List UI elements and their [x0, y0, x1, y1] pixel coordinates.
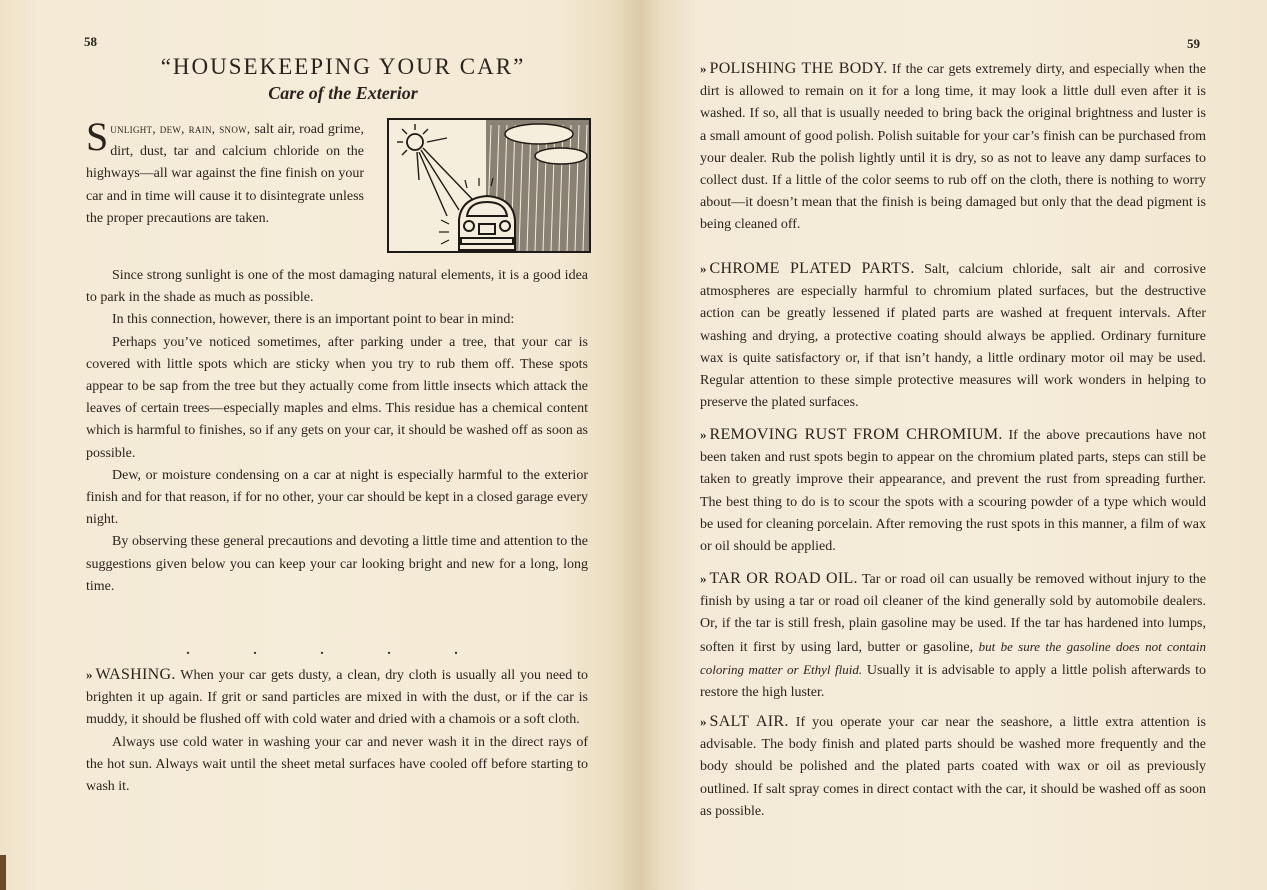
left-body-text — [86, 265, 588, 598]
section-text: Always use cold water in washing your car and never wash it in the direct rays of the hot sun. Always wait until the sheet metal surfaces have cooled off before starting to wash it. — [86, 734, 588, 795]
italic-warning: but be sure the gasoline does not contain coloring matter or Ethyl fluid. — [700, 638, 1206, 677]
chevron-right-icon: » — [700, 427, 707, 442]
paragraph: Since strong sunlight is one of the most damaging natural elements, it is a good idea to park in the shade as much as possible. — [86, 268, 588, 306]
chevron-right-icon: » — [700, 571, 707, 586]
page-title: “HOUSEKEEPING YOUR CAR” — [160, 54, 526, 79]
section-heading: CHROME PLATED PARTS. — [709, 260, 915, 277]
section-salt-air — [700, 711, 1206, 823]
section-separator: . . . . . — [186, 643, 488, 658]
chevron-right-icon: » — [700, 261, 707, 276]
section-text: When your car gets dusty, a clean, dry cloth is usually all you need to brighten it up again. If grit or sand particles are mixed in with the dust, or if the car is muddy, it should be flushed off with cold water and dried with a chamois or a soft cloth. — [86, 668, 588, 728]
sun-and-rain-car-illustration — [387, 118, 591, 253]
section-chrome-plated-parts — [700, 258, 1206, 414]
intro-paragraph — [86, 114, 364, 230]
section-removing-rust — [700, 424, 1206, 558]
section-text: If the above precautions have not been taken and rust spots begin to appear on the chromium plated parts, steps can still be taken to greatly improve their appearance, and prevent the rust from spreading further. The best thing to do is to scour the spots with a scouring powder of a type which would be used for cleaning porcelain. After removing the rust spots in this manner, a film of wax or oil should be applied. — [700, 428, 1206, 555]
section-heading: SALT AIR. — [709, 713, 789, 730]
section-text: If the car gets extremely dirty, and especially when the dirt is allowed to remain on it for a long time, it may look a little dull even after it is washed. If so, all that is usually needed to bring back the original brightness and luster is a small amount of good polish. Polish suitable for your car’s finish can be purchased from your dealer. Rub the polish lightly until it is dry, so as not to leave any damp surfaces to collect dust. If a little of the color seems to rub off on the cloth, there is nothing to worry about—it doesn’t mean that the finish is being damaged but only that the dead pigment is being cleaned off. — [700, 62, 1206, 233]
section-heading: POLISHING THE BODY. — [709, 60, 888, 77]
car-weather-icon — [389, 120, 589, 251]
section-heading: REMOVING RUST FROM CHROMIUM. — [709, 426, 1003, 443]
section-heading: WASHING. — [95, 666, 176, 683]
page-number-left: 58 — [84, 34, 97, 49]
paragraph: In this connection, however, there is an important point to bear in mind: — [112, 312, 515, 328]
paragraph: Perhaps you’ve noticed sometimes, after parking under a tree, that your car is covered with little spots which are sticky when you try to rub them off. These spots appear to be sap from the tree but they actually come from little insects which attack the leaves of certain trees—especially maples and elms. This residue has a chemical content which is harmful to finishes, so if any gets on your car, it should be washed off as soon as possible. — [86, 334, 588, 461]
section-washing — [86, 664, 588, 798]
intro-smallcaps: unlight, dew, rain, snow, — [110, 121, 251, 136]
paragraph: By observing these general precautions and devoting a little time and attention to the suggestions given below you can keep your car looking bright and new for a long, long time. — [86, 534, 588, 594]
book-edge — [0, 855, 6, 890]
section-text: Tar or road oil can usually be removed without injury to the finish by using a tar or road oil cleaner of the kind generally sold by automobile dealers. Or, if the tar is still fresh, plain gasoline may be used. If the tar has hardened into lumps, soften it first by using lard, butter or gasoline, — [700, 572, 1206, 655]
page-number-right: 59 — [1187, 36, 1200, 51]
chevron-right-icon: » — [700, 714, 707, 729]
chevron-right-icon: » — [700, 61, 707, 76]
page-subtitle: Care of the Exterior — [268, 83, 418, 103]
chevron-right-icon: » — [86, 667, 93, 682]
section-text: Salt, calcium chloride, salt air and corrosive atmospheres are especially harmful to chromium plated surfaces, but the destructive action can be greatly lessened if plated parts are washed at frequent intervals. After washing and drying, a protective coating should always be applied. Ordinary furniture wax is quite satisfactory or, if that isn’t handy, a little ordinary motor oil may be used. Regular attention to these simple protective measures will work wonders in helping to preserve the plated surfaces. — [700, 262, 1206, 411]
section-text: If you operate your car near the seashore, a little extra attention is advisable. The body finish and plated parts should be washed more frequently and the body should be polished and the plated parts coated with wax or oil as previously outlined. If salt spray comes in direct contact with the car, it should be washed off as soon as possible. — [700, 715, 1207, 819]
section-tar-or-road-oil — [700, 568, 1206, 704]
intro-text: salt air, road grime, dirt, dust, tar and calcium chloride on the highways—all war against the fine finish on your car and in time will cause it to disintegrate unless the proper precautions are taken. — [86, 122, 364, 226]
section-text: Usually it is advisable to apply a little polish afterwards to restore the high luster. — [700, 662, 1206, 701]
section-polishing — [700, 58, 1206, 237]
paragraph: Dew, or moisture condensing on a car at night is especially harmful to the exterior finish and for that reason, if for no other, your car should be kept in a closed garage every night. — [86, 467, 588, 528]
section-heading: TAR OR ROAD OIL. — [709, 570, 858, 587]
drop-cap: S — [86, 114, 109, 159]
